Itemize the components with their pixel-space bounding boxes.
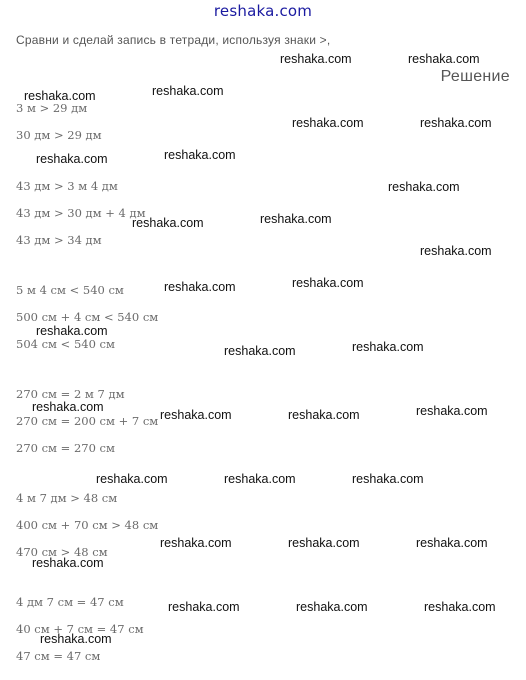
watermark: reshaka.com (32, 400, 104, 414)
solution-line: 43 дм > 34 дм (16, 233, 102, 247)
solution-line: 43 дм > 30 дм + 4 дм (16, 206, 146, 220)
solution-line: 3 м > 29 дм (16, 101, 88, 115)
site-logo[interactable]: reshaka.com (213, 2, 313, 20)
task-text: Сравни и сделай запись в тетради, используя знаки >, (16, 33, 331, 47)
watermark: reshaka.com (24, 89, 96, 103)
solution-line: 30 дм > 29 дм (16, 128, 102, 142)
solution-line: 5 м 4 см < 540 см (16, 283, 124, 297)
watermark: reshaka.com (416, 536, 488, 550)
watermark: reshaka.com (288, 408, 360, 422)
watermark: reshaka.com (224, 344, 296, 358)
watermark: reshaka.com (168, 600, 240, 614)
watermark: reshaka.com (36, 152, 108, 166)
watermark: reshaka.com (164, 280, 236, 294)
watermark: reshaka.com (96, 472, 168, 486)
watermark: reshaka.com (32, 556, 104, 570)
watermark: reshaka.com (132, 216, 204, 230)
solution-line: 43 дм > 3 м 4 дм (16, 179, 118, 193)
solution-line: 4 дм 7 см = 47 см (16, 595, 124, 609)
solution-line: 270 см = 2 м 7 дм (16, 387, 125, 401)
watermark: reshaka.com (292, 276, 364, 290)
watermark: reshaka.com (352, 472, 424, 486)
watermark: reshaka.com (260, 212, 332, 226)
watermark: reshaka.com (280, 52, 352, 66)
solution-line: 270 см = 200 см + 7 см (16, 414, 159, 428)
solution-line: 270 см = 270 см (16, 441, 115, 455)
solution-line: 4 м 7 дм > 48 см (16, 491, 118, 505)
solution-line: 500 см + 4 см < 540 см (16, 310, 159, 324)
watermark: reshaka.com (420, 116, 492, 130)
watermark: reshaka.com (352, 340, 424, 354)
solution-heading: Решение (440, 68, 510, 85)
solution-line: 504 см < 540 см (16, 337, 115, 351)
watermark: reshaka.com (160, 408, 232, 422)
watermark: reshaka.com (288, 536, 360, 550)
watermark: reshaka.com (420, 244, 492, 258)
watermark: reshaka.com (152, 84, 224, 98)
watermark: reshaka.com (416, 404, 488, 418)
watermark: reshaka.com (40, 632, 112, 646)
watermark: reshaka.com (296, 600, 368, 614)
watermark: reshaka.com (36, 324, 108, 338)
watermark: reshaka.com (292, 116, 364, 130)
solution-line: 47 см = 47 см (16, 649, 101, 663)
watermark: reshaka.com (164, 148, 236, 162)
solution-line: 470 см > 48 см (16, 545, 108, 559)
watermark: reshaka.com (224, 472, 296, 486)
watermark: reshaka.com (424, 600, 496, 614)
watermark: reshaka.com (160, 536, 232, 550)
solution-line: 40 см + 7 см = 47 см (16, 622, 144, 636)
watermark: reshaka.com (408, 52, 480, 66)
watermark: reshaka.com (388, 180, 460, 194)
solution-line: 400 см + 70 см > 48 см (16, 518, 159, 532)
